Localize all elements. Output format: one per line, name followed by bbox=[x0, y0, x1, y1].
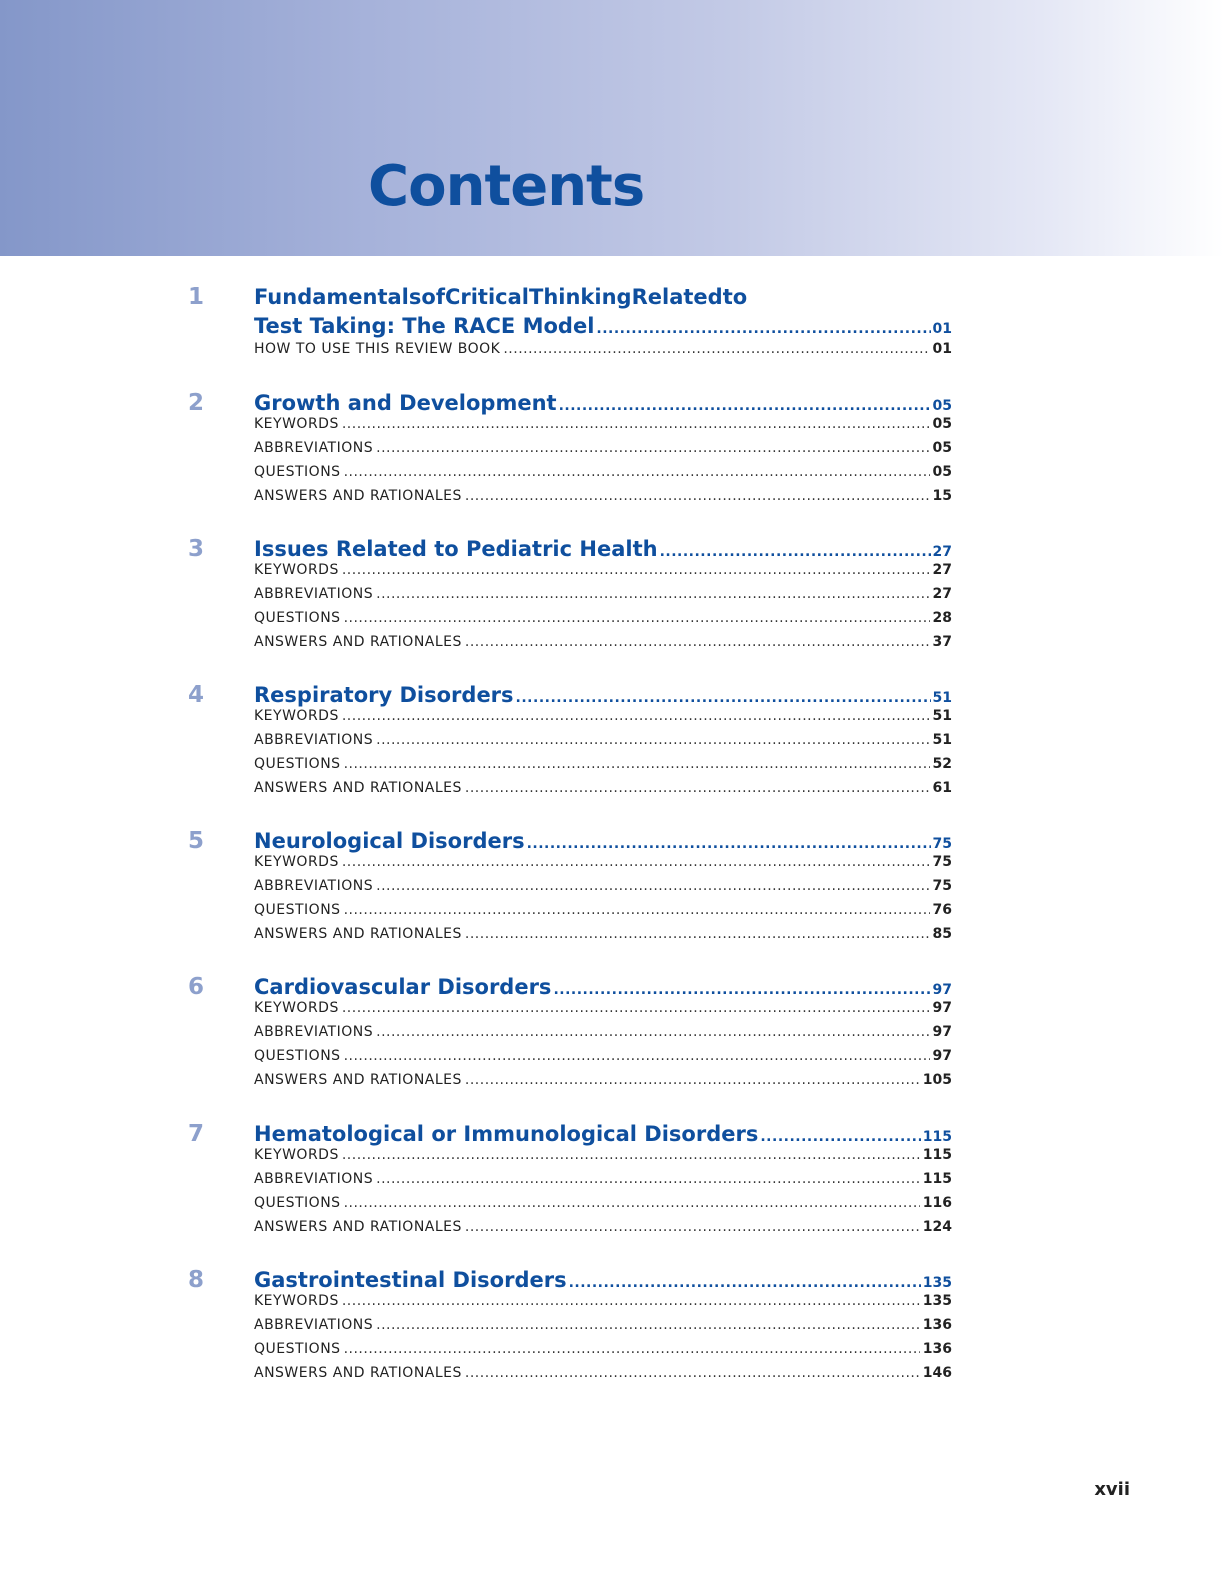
entry-label: QUESTIONS bbox=[254, 756, 341, 772]
dot-leader bbox=[344, 898, 930, 922]
chapter-number: 8 bbox=[188, 1267, 205, 1293]
toc-entry-questions[interactable] bbox=[254, 1044, 952, 1068]
entry-page-number: 76 bbox=[932, 902, 952, 918]
entry-label: ANSWERS AND RATIONALES bbox=[254, 780, 462, 796]
dot-leader bbox=[465, 1215, 920, 1239]
entry-label: ABBREVIATIONS bbox=[254, 586, 374, 602]
entry-page-number: 97 bbox=[932, 1024, 952, 1040]
dot-leader bbox=[376, 582, 929, 606]
entry-label: KEYWORDS bbox=[254, 1293, 339, 1309]
dot-leader bbox=[503, 337, 929, 361]
entry-label: QUESTIONS bbox=[254, 464, 341, 480]
entry-page-number: 85 bbox=[932, 926, 952, 942]
chapter-title: Growth and Development bbox=[254, 391, 557, 415]
toc-entry-questions[interactable] bbox=[254, 606, 952, 630]
entry-label: QUESTIONS bbox=[254, 902, 341, 918]
entry-label: KEYWORDS bbox=[254, 1000, 339, 1016]
toc-entry-keywords[interactable] bbox=[254, 704, 952, 728]
entry-page-number: 01 bbox=[932, 341, 952, 357]
entry-page-number: 27 bbox=[932, 562, 952, 578]
dot-leader bbox=[344, 1337, 920, 1361]
toc-entry-keywords[interactable] bbox=[254, 1289, 952, 1313]
chapter-page-number: 115 bbox=[922, 1129, 952, 1145]
dot-leader bbox=[376, 436, 929, 460]
entry-label: KEYWORDS bbox=[254, 416, 339, 432]
entry-page-number: 97 bbox=[932, 1000, 952, 1016]
entry-page-number: 105 bbox=[922, 1072, 952, 1088]
chapter-title-word: Critical bbox=[444, 285, 529, 309]
chapter-title: Cardiovascular Disorders bbox=[254, 975, 552, 999]
toc-entry-keywords[interactable] bbox=[254, 996, 952, 1020]
toc-entry-keywords[interactable] bbox=[254, 412, 952, 436]
dot-leader bbox=[342, 996, 930, 1020]
entry-page-number: 05 bbox=[932, 464, 952, 480]
entry-page-number: 124 bbox=[922, 1219, 952, 1235]
entry-page-number: 97 bbox=[932, 1048, 952, 1064]
entry-label: ANSWERS AND RATIONALES bbox=[254, 926, 462, 942]
entry-page-number: 136 bbox=[922, 1341, 952, 1357]
chapter-page-number: 51 bbox=[932, 690, 952, 706]
chapter-title: Neurological Disorders bbox=[254, 829, 525, 853]
entry-label: ABBREVIATIONS bbox=[254, 1024, 374, 1040]
entry-page-number: 75 bbox=[932, 878, 952, 894]
entry-page-number: 115 bbox=[922, 1147, 952, 1163]
toc-entry-keywords[interactable] bbox=[254, 558, 952, 582]
dot-leader bbox=[342, 1143, 920, 1167]
entry-label: QUESTIONS bbox=[254, 610, 341, 626]
entry-page-number: 146 bbox=[922, 1365, 952, 1381]
toc-entry-questions[interactable] bbox=[254, 1191, 952, 1215]
dot-leader bbox=[465, 484, 930, 508]
chapter-number: 7 bbox=[188, 1121, 205, 1147]
chapter-page-number: 01 bbox=[932, 321, 952, 337]
chapter-title-word: of bbox=[421, 285, 445, 309]
dot-leader bbox=[376, 1167, 920, 1191]
dot-leader bbox=[465, 1068, 920, 1092]
entry-label: ANSWERS AND RATIONALES bbox=[254, 488, 462, 504]
chapter-title-word: Related bbox=[631, 285, 723, 309]
entry-page-number: 136 bbox=[922, 1317, 952, 1333]
entry-label: ABBREVIATIONS bbox=[254, 440, 374, 456]
dot-leader bbox=[465, 1361, 920, 1385]
entry-label: ABBREVIATIONS bbox=[254, 732, 374, 748]
entry-page-number: 52 bbox=[932, 756, 952, 772]
entry-label: KEYWORDS bbox=[254, 562, 339, 578]
entry-label: ANSWERS AND RATIONALES bbox=[254, 1365, 462, 1381]
toc-entry-how-to-use[interactable] bbox=[254, 337, 952, 361]
chapter-title-line-1 bbox=[254, 282, 748, 312]
toc-entry-answers-and-rationales[interactable] bbox=[254, 776, 952, 800]
entry-page-number: 61 bbox=[932, 780, 952, 796]
entry-page-number: 116 bbox=[922, 1195, 952, 1211]
dot-leader bbox=[376, 1020, 929, 1044]
chapter-number: 4 bbox=[188, 682, 205, 708]
entry-page-number: 15 bbox=[932, 488, 952, 504]
toc-entry-abbreviations[interactable] bbox=[254, 1313, 952, 1337]
entry-page-number: 51 bbox=[932, 732, 952, 748]
toc-entry-abbreviations[interactable] bbox=[254, 582, 952, 606]
toc-entry-questions[interactable] bbox=[254, 460, 952, 484]
entry-label: HOW TO USE THIS REVIEW BOOK bbox=[254, 341, 501, 357]
dot-leader bbox=[376, 728, 929, 752]
entry-page-number: 135 bbox=[922, 1293, 952, 1309]
chapter-title-word: Fundamentals bbox=[254, 285, 422, 309]
entry-label: ANSWERS AND RATIONALES bbox=[254, 1072, 462, 1088]
entry-label: KEYWORDS bbox=[254, 708, 339, 724]
dot-leader bbox=[342, 1289, 920, 1313]
page-title: Contents bbox=[368, 154, 645, 219]
chapter-page-number: 05 bbox=[932, 398, 952, 414]
chapter-title-word: Thinking bbox=[529, 285, 632, 309]
toc-entry-abbreviations[interactable] bbox=[254, 1167, 952, 1191]
chapter-title: Respiratory Disorders bbox=[254, 683, 514, 707]
dot-leader bbox=[344, 606, 930, 630]
entry-label: KEYWORDS bbox=[254, 854, 339, 870]
toc-entry-keywords[interactable] bbox=[254, 850, 952, 874]
entry-label: QUESTIONS bbox=[254, 1195, 341, 1211]
entry-label: ABBREVIATIONS bbox=[254, 1317, 374, 1333]
chapter-number: 3 bbox=[188, 536, 205, 562]
chapter-page-number: 97 bbox=[932, 982, 952, 998]
chapter-number: 2 bbox=[188, 390, 205, 416]
page-folio: xvii bbox=[1094, 1479, 1130, 1500]
toc-entry-questions[interactable] bbox=[254, 752, 952, 776]
dot-leader bbox=[465, 630, 930, 654]
chapter-title: Hematological or Immunological Disorders bbox=[254, 1122, 759, 1146]
toc-entry-answers-and-rationales[interactable] bbox=[254, 1215, 952, 1239]
entry-page-number: 05 bbox=[932, 440, 952, 456]
chapter-page-number: 75 bbox=[932, 836, 952, 852]
toc-entry-answers-and-rationales[interactable] bbox=[254, 484, 952, 508]
dot-leader bbox=[344, 1191, 920, 1215]
entry-label: ABBREVIATIONS bbox=[254, 1171, 374, 1187]
dot-leader bbox=[465, 922, 930, 946]
entry-page-number: 51 bbox=[932, 708, 952, 724]
dot-leader bbox=[344, 460, 930, 484]
toc-entry-answers-and-rationales[interactable] bbox=[254, 1068, 952, 1092]
entry-label: QUESTIONS bbox=[254, 1048, 341, 1064]
dot-leader bbox=[344, 752, 930, 776]
chapter-title: Test Taking: The RACE Model bbox=[254, 314, 595, 338]
entry-label: ABBREVIATIONS bbox=[254, 878, 374, 894]
toc-entry-questions[interactable] bbox=[254, 898, 952, 922]
entry-page-number: 27 bbox=[932, 586, 952, 602]
toc-entry-questions[interactable] bbox=[254, 1337, 952, 1361]
entry-page-number: 28 bbox=[932, 610, 952, 626]
dot-leader bbox=[342, 704, 930, 728]
toc-entry-keywords[interactable] bbox=[254, 1143, 952, 1167]
chapter-title: Issues Related to Pediatric Health bbox=[254, 537, 658, 561]
entry-page-number: 75 bbox=[932, 854, 952, 870]
dot-leader bbox=[465, 776, 930, 800]
dot-leader bbox=[342, 558, 930, 582]
toc-entry-abbreviations[interactable] bbox=[254, 436, 952, 460]
chapter-number: 5 bbox=[188, 828, 205, 854]
entry-page-number: 115 bbox=[922, 1171, 952, 1187]
dot-leader bbox=[376, 874, 929, 898]
chapter-number: 1 bbox=[188, 284, 205, 310]
chapter-title-word: to bbox=[722, 285, 748, 309]
entry-label: ANSWERS AND RATIONALES bbox=[254, 634, 462, 650]
dot-leader bbox=[376, 1313, 920, 1337]
chapter-number: 6 bbox=[188, 974, 205, 1000]
toc-entry-answers-and-rationales[interactable] bbox=[254, 1361, 952, 1385]
toc-entry-abbreviations[interactable] bbox=[254, 1020, 952, 1044]
entry-label: QUESTIONS bbox=[254, 1341, 341, 1357]
chapter-title: Gastrointestinal Disorders bbox=[254, 1268, 567, 1292]
dot-leader bbox=[344, 1044, 930, 1068]
chapter-page-number: 135 bbox=[922, 1275, 952, 1291]
dot-leader bbox=[596, 319, 930, 339]
toc-entry-answers-and-rationales[interactable] bbox=[254, 922, 952, 946]
entry-page-number: 05 bbox=[932, 416, 952, 432]
toc-entry-abbreviations[interactable] bbox=[254, 728, 952, 752]
chapter-page-number: 27 bbox=[932, 544, 952, 560]
dot-leader bbox=[342, 850, 930, 874]
dot-leader bbox=[342, 412, 930, 436]
entry-label: ANSWERS AND RATIONALES bbox=[254, 1219, 462, 1235]
entry-page-number: 37 bbox=[932, 634, 952, 650]
entry-label: KEYWORDS bbox=[254, 1147, 339, 1163]
toc-entry-abbreviations[interactable] bbox=[254, 874, 952, 898]
toc-entry-answers-and-rationales[interactable] bbox=[254, 630, 952, 654]
